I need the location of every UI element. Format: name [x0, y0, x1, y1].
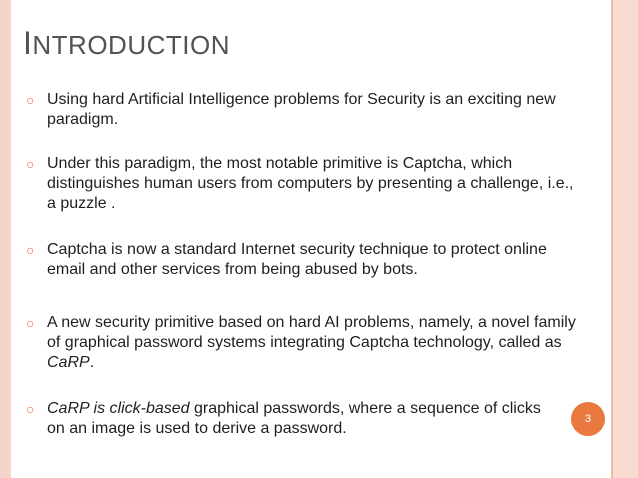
hollow-circle-bullet-icon: ○ — [26, 242, 35, 258]
bullet-text-part: graphical passwords, where a sequence of clicks on an image is used to derive a password. — [47, 400, 541, 437]
right-border-decoration — [611, 0, 638, 478]
bullet-text — [47, 399, 547, 439]
bullet-item — [23, 399, 583, 439]
carp-term: CaRP — [47, 354, 90, 371]
bullet-text — [47, 313, 581, 373]
slide-title-rest: NTRODUCTION — [32, 30, 230, 60]
carp-term: CaRP is click-based — [47, 400, 190, 417]
hollow-circle-bullet-icon: ○ — [26, 92, 35, 108]
bullet-item — [23, 154, 583, 214]
slide-title-initial: I — [23, 25, 33, 61]
bullet-item — [23, 90, 583, 130]
bullet-text-part: A new security primitive based on hard AI problems, namely, a novel family of graphical password systems integrating Captcha technology, called as — [47, 314, 576, 351]
hollow-circle-bullet-icon: ○ — [26, 156, 35, 172]
page-number-badge: 3 — [571, 402, 605, 436]
hollow-circle-bullet-icon: ○ — [26, 315, 35, 331]
bullet-text: Under this paradigm, the most notable primitive is Captcha, which distinguishes human users from computers by presenting a challenge, i.e., a puzzle . — [47, 155, 574, 212]
bullet-text: Using hard Artificial Intelligence problems for Security is an exciting new paradigm. — [47, 91, 556, 128]
slide-title — [23, 26, 230, 62]
bullet-item — [23, 240, 583, 280]
left-border-decoration — [0, 0, 11, 478]
bullet-item — [23, 313, 583, 373]
bullet-text-part: . — [89, 354, 95, 371]
bullet-text: Captcha is now a standard Internet security technique to protect online email and other services from being abused by bots. — [47, 241, 547, 278]
hollow-circle-bullet-icon: ○ — [26, 401, 35, 417]
